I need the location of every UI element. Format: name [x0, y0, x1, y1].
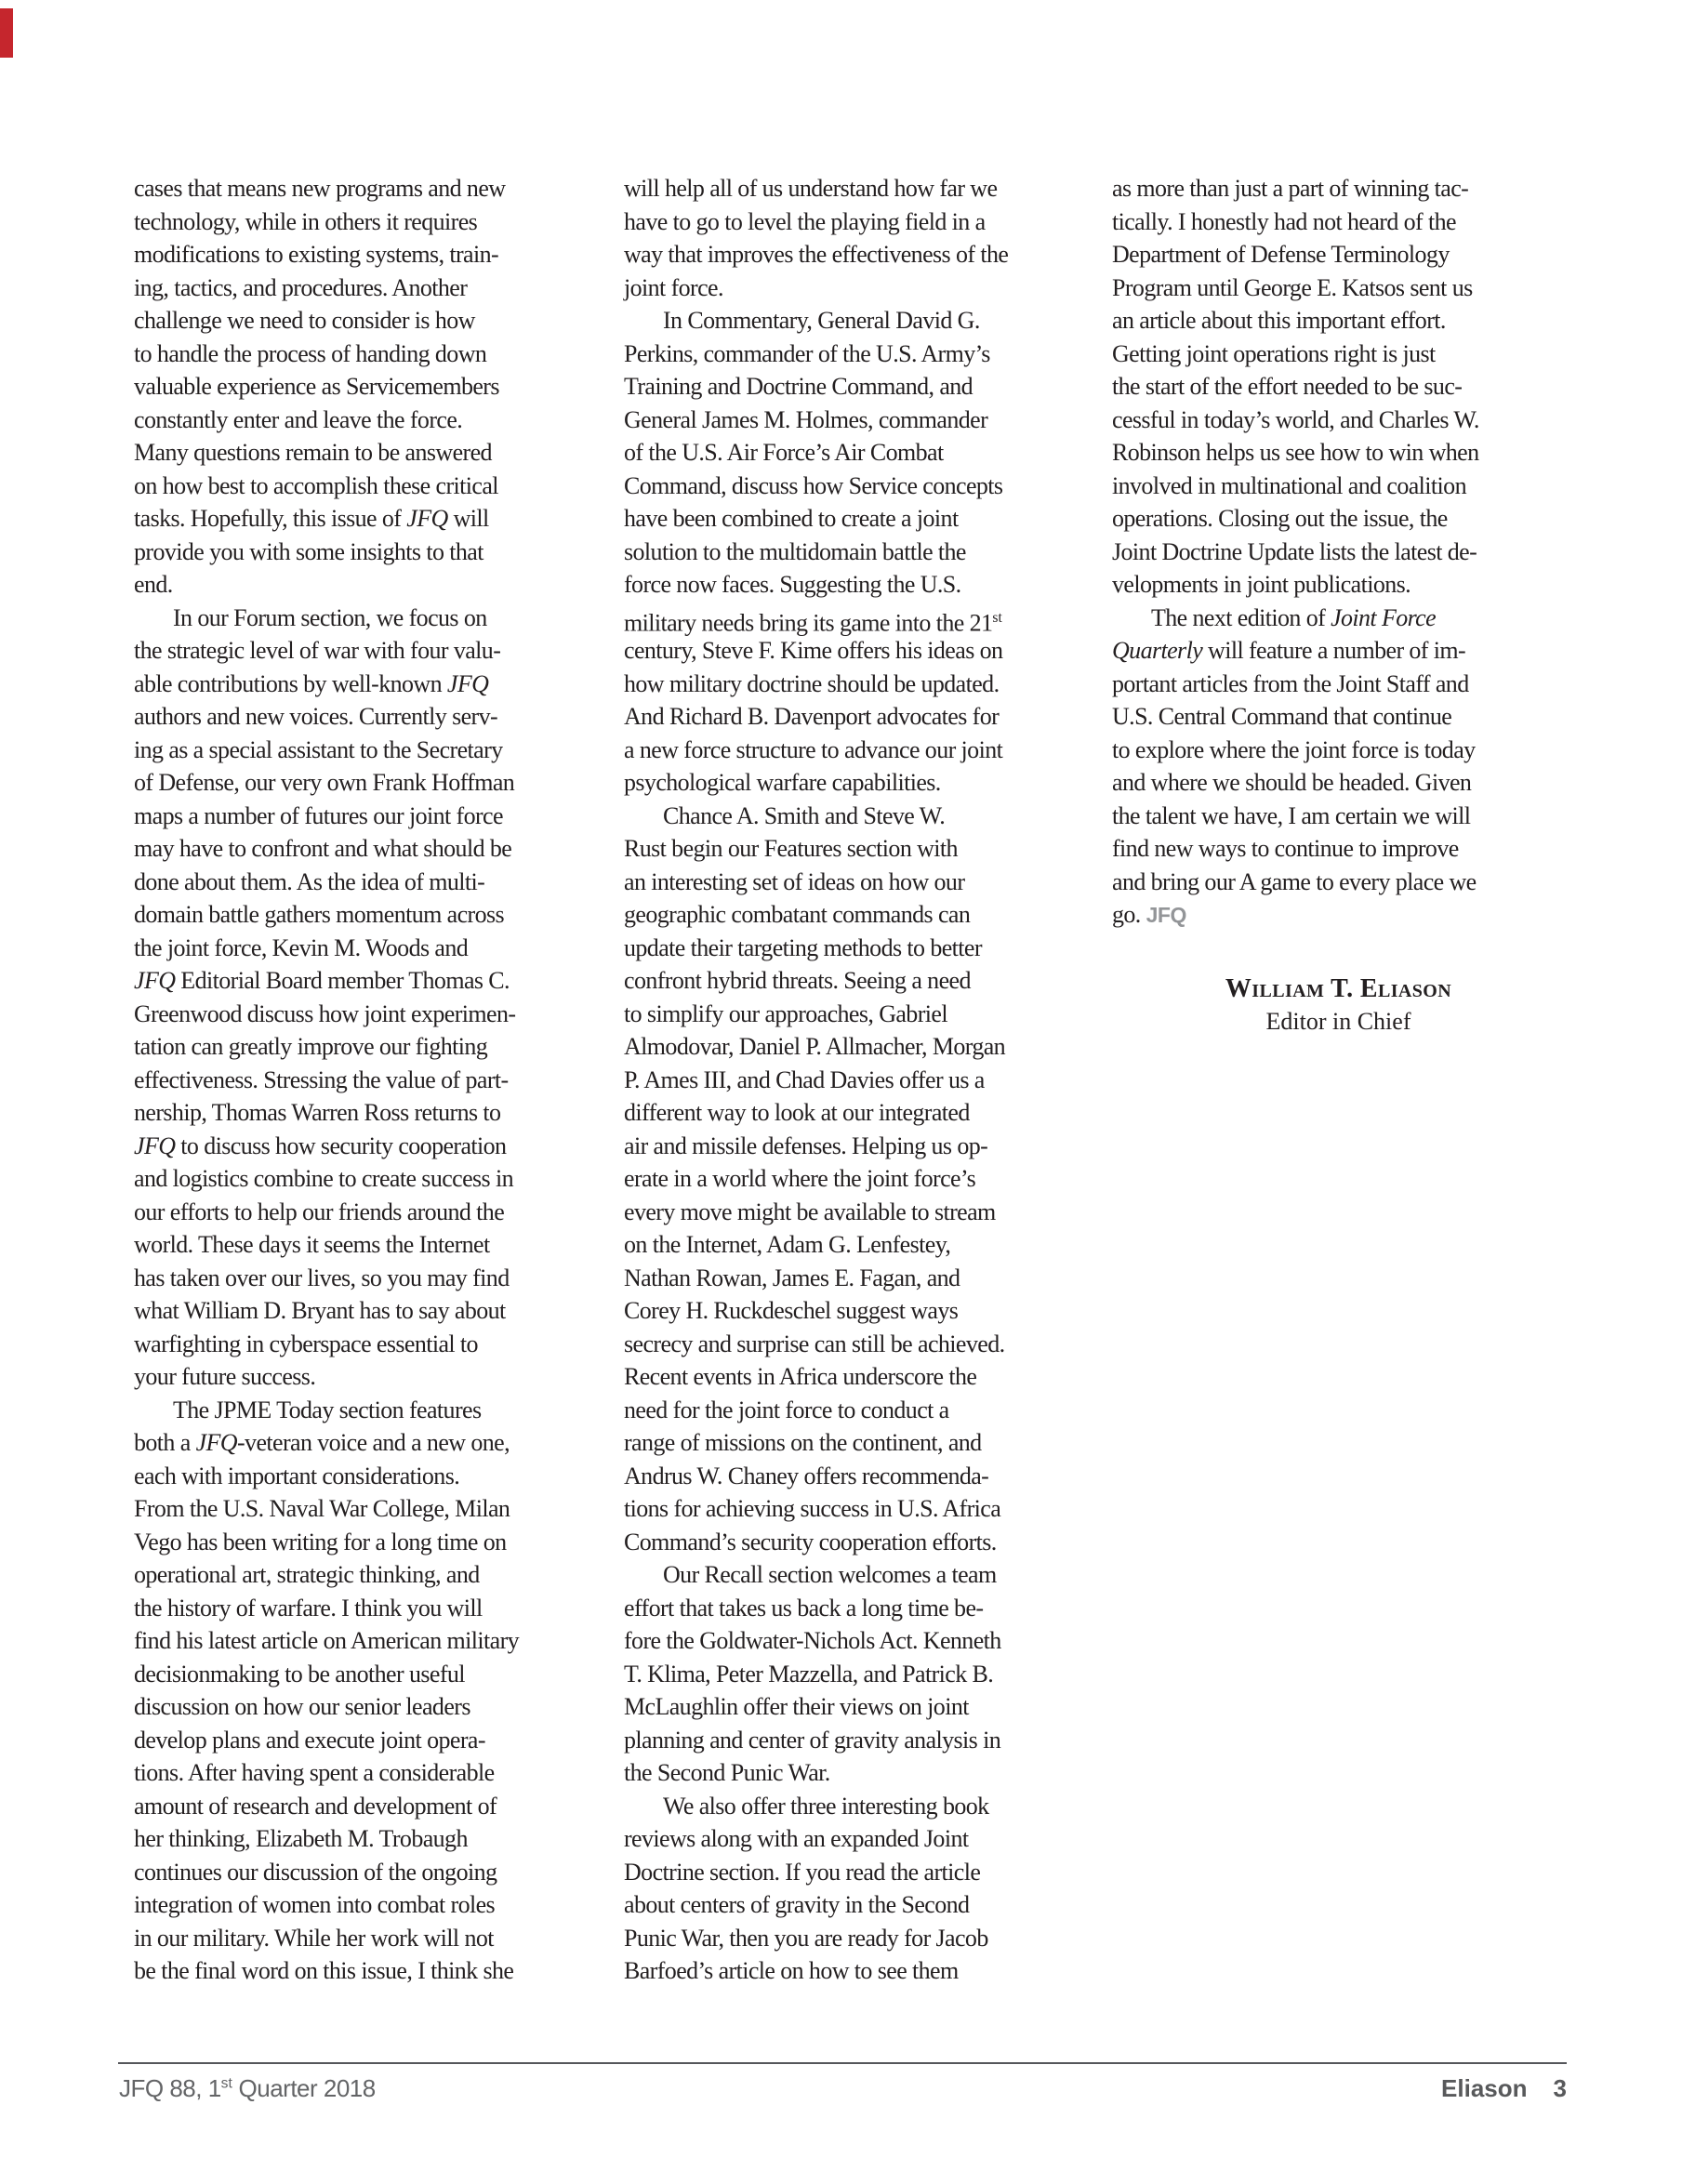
text-line: valuable experience as Servicemembers — [134, 373, 499, 400]
text-line: domain battle gathers momentum across — [134, 901, 505, 928]
text-line: the history of warfare. I think you will — [134, 1594, 483, 1621]
text-line: on how best to accomplish these critical — [134, 471, 498, 499]
text-line: to simplify our approaches, Gabriel — [624, 999, 947, 1027]
text-line: U.S. Central Command that continue — [1112, 703, 1452, 730]
text-line: Chance A. Smith and Steve W. — [663, 801, 946, 829]
text-line: In Commentary, General David G. — [663, 307, 980, 334]
text-line: The next edition of Joint Force — [1151, 603, 1437, 631]
text-line: has taken over our lives, so you may find — [134, 1264, 510, 1291]
text-line: end. — [134, 571, 173, 598]
jfq-logo: JFQ — [1146, 903, 1186, 927]
text-line: the start of the effort needed to be suc- — [1112, 373, 1463, 400]
signature-name: William T. Eliason — [1225, 974, 1452, 1003]
text-line: tically. I honestly had not heard of the — [1112, 207, 1456, 235]
text-line: tions. After having spent a considerable — [134, 1759, 495, 1786]
text-line: T. Klima, Peter Mazzella, and Patrick B. — [624, 1660, 994, 1688]
text-line: warfighting in cyberspace essential to — [134, 1330, 478, 1357]
text-line: Perkins, commander of the U.S. Army’s — [624, 339, 990, 367]
text-line: confront hybrid threats. Seeing a need — [624, 967, 971, 994]
text-line: operational art, strategic thinking, and — [134, 1561, 480, 1588]
text-line: her thinking, Elizabeth M. Trobaugh — [134, 1825, 468, 1852]
text-line: Recent events in Africa underscore the — [624, 1363, 977, 1390]
text-line: your future success. — [134, 1363, 316, 1390]
text-line: tation can greatly improve our fighting — [134, 1033, 488, 1060]
text-line: a new force structure to advance our joint — [624, 735, 1003, 763]
text-line: Doctrine section. If you read the article — [624, 1858, 981, 1886]
text-line: Quarterly will feature a number of im- — [1112, 637, 1466, 664]
text-line: ing, tactics, and procedures. Another — [134, 273, 468, 301]
text-line: tasks. Hopefully, this issue of JFQ will — [134, 505, 489, 532]
text-line: Many questions remain to be answered — [134, 439, 492, 466]
text-line: able contributions by well-known JFQ — [134, 669, 489, 697]
text-line: Our Recall section welcomes a team — [663, 1561, 997, 1588]
text-line: reviews along with an expanded Joint — [624, 1825, 969, 1852]
text-line: operations. Closing out the issue, the — [1112, 505, 1448, 532]
text-line: need for the joint force to conduct a — [624, 1396, 949, 1423]
text-line: update their targeting methods to better — [624, 933, 982, 961]
text-line: Getting joint operations right is just — [1112, 339, 1436, 367]
text-line: an article about this important effort. — [1112, 307, 1446, 334]
text-line: effectiveness. Stressing the value of part- — [134, 1066, 509, 1093]
text-column-1 — [134, 172, 599, 1988]
text-line: have to go to level the playing field in a — [624, 207, 986, 235]
text-line: Corey H. Ruckdeschel suggest ways — [624, 1297, 959, 1324]
text-line: constantly enter and leave the force. — [134, 405, 463, 433]
text-line: Training and Doctrine Command, and — [624, 373, 973, 400]
text-line: the Second Punic War. — [624, 1759, 830, 1786]
text-line: find new ways to continue to improve — [1112, 835, 1459, 862]
text-line: as more than just a part of winning tac- — [1112, 175, 1469, 202]
text-line: century, Steve F. Kime offers his ideas on — [624, 637, 1003, 664]
signature-block — [1112, 973, 1565, 1038]
text-line: different way to look at our integrated — [624, 1099, 970, 1126]
text-line: McLaughlin offer their views on joint — [624, 1693, 969, 1720]
text-line: The JPME Today section features — [173, 1396, 482, 1423]
text-line: have been combined to create a joint — [624, 505, 959, 532]
text-line: Robinson helps us see how to win when — [1112, 439, 1479, 466]
text-line: cessful in today’s world, and Charles W. — [1112, 405, 1479, 433]
text-line: Vego has been writing for a long time on — [134, 1528, 507, 1555]
text-line: And Richard B. Davenport advocates for — [624, 703, 1000, 730]
text-line: erate in a world where the joint force’s — [624, 1165, 976, 1192]
text-line: ing as a special assistant to the Secretary — [134, 735, 503, 763]
red-edge-tab — [0, 8, 13, 58]
text-line: joint force. — [624, 273, 723, 301]
page-number: 3 — [1553, 2074, 1567, 2102]
text-line: JFQ to discuss how security cooperation — [134, 1132, 507, 1159]
text-line: Almodovar, Daniel P. Allmacher, Morgan — [624, 1033, 1006, 1060]
text-line: Joint Doctrine Update lists the latest de- — [1112, 537, 1477, 565]
text-line: and bring our A game to every place we — [1112, 867, 1477, 895]
text-line: tions for achieving success in U.S. Africa — [624, 1495, 1001, 1522]
text-line: Rust begin our Features section with — [624, 835, 958, 862]
text-line: secrecy and surprise can still be achieved. — [624, 1330, 1005, 1357]
text-line: the strategic level of war with four valu- — [134, 637, 501, 664]
text-line: in our military. While her work will not — [134, 1924, 494, 1952]
text-line: technology, while in others it requires — [134, 207, 478, 235]
text-line: provide you with some insights to that — [134, 537, 483, 565]
text-line: develop plans and execute joint opera- — [134, 1726, 485, 1754]
text-column-3 — [1112, 172, 1577, 932]
text-line: to handle the process of handing down — [134, 339, 487, 367]
text-line: discussion on how our senior leaders — [134, 1693, 470, 1720]
text-line: Department of Defense Terminology — [1112, 241, 1450, 268]
text-line: General James M. Holmes, commander — [624, 405, 988, 433]
text-line: involved in multinational and coalition — [1112, 471, 1466, 499]
text-line: We also offer three interesting book — [663, 1792, 989, 1820]
text-line: In our Forum section, we focus on — [173, 603, 487, 631]
text-line: the talent we have, I am certain we will — [1112, 801, 1471, 829]
footer-author-name: Eliason — [1441, 2074, 1528, 2102]
text-line: fore the Goldwater-Nichols Act. Kenneth — [624, 1627, 1001, 1654]
text-line: find his latest article on American military — [134, 1627, 520, 1654]
text-line: of the U.S. Air Force’s Air Combat — [624, 439, 944, 466]
text-line: our efforts to help our friends around the — [134, 1198, 505, 1225]
text-line: both a JFQ-veteran voice and a new one, — [134, 1429, 510, 1456]
text-line: amount of research and development of — [134, 1792, 497, 1820]
text-line: go. JFQ — [1112, 901, 1186, 928]
text-line: From the U.S. Naval War College, Milan — [134, 1495, 510, 1522]
text-line: each with important considerations. — [134, 1462, 460, 1489]
text-line: cases that means new programs and new — [134, 175, 506, 202]
text-line: way that improves the effectiveness of the — [624, 241, 1009, 268]
text-line: integration of women into combat roles — [134, 1891, 496, 1918]
text-line: continues our discussion of the ongoing — [134, 1858, 497, 1886]
text-line: Command, discuss how Service concepts — [624, 471, 1003, 499]
text-line: decisionmaking to be another useful — [134, 1660, 465, 1688]
text-line: air and missile defenses. Helping us op- — [624, 1132, 988, 1159]
text-line: to explore where the joint force is today — [1112, 735, 1476, 763]
text-line: P. Ames III, and Chad Davies offer us a — [624, 1066, 985, 1093]
text-line: maps a number of futures our joint force — [134, 801, 503, 829]
text-line: may have to confront and what should be — [134, 835, 512, 862]
text-line: challenge we need to consider is how — [134, 307, 475, 334]
text-line: Command’s security cooperation efforts. — [624, 1528, 997, 1555]
text-line: on the Internet, Adam G. Lenfestey, — [624, 1231, 951, 1258]
text-line: psychological warfare capabilities. — [624, 769, 941, 796]
footer-issue-label: JFQ 88, 1st Quarter 2018 — [119, 2074, 376, 2102]
text-line: done about them. As the idea of multi- — [134, 867, 485, 895]
text-line: range of missions on the continent, and — [624, 1429, 982, 1456]
text-line: solution to the multidomain battle the — [624, 537, 966, 565]
text-line: effort that takes us back a long time be- — [624, 1594, 984, 1621]
text-line: an interesting set of ideas on how our — [624, 867, 965, 895]
text-line: nership, Thomas Warren Ross returns to — [134, 1099, 501, 1126]
text-line: military needs bring its game into the 21st — [624, 609, 1002, 637]
text-line: modifications to existing systems, train- — [134, 241, 499, 268]
text-line: JFQ Editorial Board member Thomas C. — [134, 967, 510, 994]
text-line: Program until George E. Katsos sent us — [1112, 273, 1473, 301]
text-line: about centers of gravity in the Second — [624, 1891, 970, 1918]
text-line: be the final word on this issue, I think she — [134, 1957, 514, 1984]
text-line: what William D. Bryant has to say about — [134, 1297, 506, 1324]
footer-page-indicator — [1441, 2074, 1567, 2103]
text-line: will help all of us understand how far we — [624, 175, 998, 202]
text-line: velopments in joint publications. — [1112, 571, 1411, 598]
signature-title: Editor in Chief — [1265, 1008, 1411, 1035]
text-line: world. These days it seems the Internet — [134, 1231, 490, 1258]
text-line: force now faces. Suggesting the U.S. — [624, 571, 961, 598]
text-line: and logistics combine to create success in — [134, 1165, 514, 1192]
text-line: geographic combatant commands can — [624, 901, 971, 928]
text-line: the joint force, Kevin M. Woods and — [134, 933, 469, 961]
text-line: Nathan Rowan, James E. Fagan, and — [624, 1264, 960, 1291]
footer-rule — [118, 2062, 1567, 2064]
text-line: Andrus W. Chaney offers recommenda- — [624, 1462, 989, 1489]
text-line: Barfoed’s article on how to see them — [624, 1957, 959, 1984]
text-line: of Defense, our very own Frank Hoffman — [134, 769, 515, 796]
text-line: how military doctrine should be updated. — [624, 669, 1000, 697]
text-column-2 — [624, 172, 1089, 1988]
text-line: portant articles from the Joint Staff and — [1112, 669, 1469, 697]
text-line: every move might be available to stream — [624, 1198, 996, 1225]
text-line: Greenwood discuss how joint experimen- — [134, 999, 516, 1027]
text-line: authors and new voices. Currently serv- — [134, 703, 498, 730]
text-line: Punic War, then you are ready for Jacob — [624, 1924, 988, 1952]
text-line: and where we should be headed. Given — [1112, 769, 1472, 796]
text-line: planning and center of gravity analysis in — [624, 1726, 1001, 1754]
